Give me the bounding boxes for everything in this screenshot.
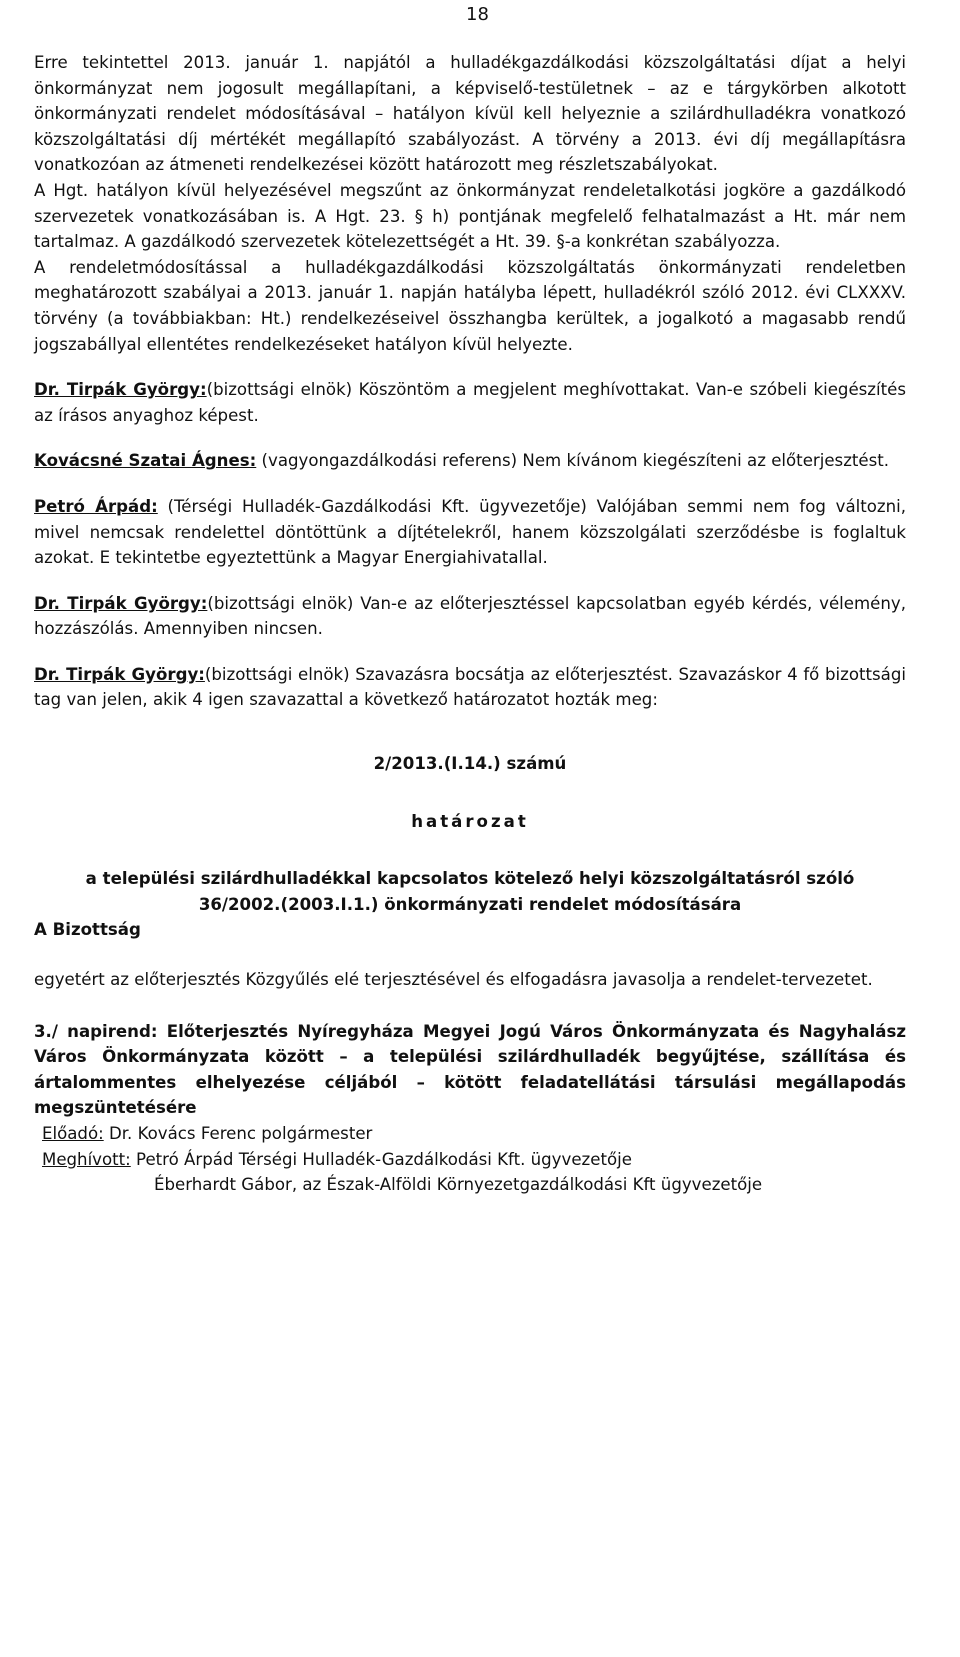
speech-text: (bizottsági elnök) Köszöntöm a megjelent meghívottakat. Van-e szóbeli kiegészítés az írásos anyaghoz képest.	[34, 380, 906, 425]
resolution-word: határozat	[411, 811, 529, 831]
agenda-presenter	[42, 1121, 906, 1147]
speech	[34, 494, 906, 571]
agenda-invited	[42, 1147, 906, 1173]
page-number: 18	[466, 4, 489, 25]
presenter-label: Előadó:	[42, 1124, 104, 1143]
speech-text: (bizottsági elnök) Szavazásra bocsátja az előterjesztést. Szavazáskor 4 fő bizottsági tag van jelen, akik 4 igen szavazattal a következő határozatot hozták meg:	[34, 664, 906, 710]
speech	[34, 591, 906, 642]
speaker-name: Kovácsné Szatai Ágnes:	[34, 451, 257, 471]
paragraph: A rendeletmódosítással a hulladékgazdálkodási közszolgáltatás önkormányzati rendeletben meghatározott szabályai a 2013. január 1. napján hatályba lépett, hulladékról szóló 2012. évi CLXXXV. törvény (a továbbiakban: Ht.) rendelkezéseivel összhangba kerültek, a jogalkotó a magasabb rendű jogszabállyal ellentétes rendelkezéseket hatályon kívül helyezte.	[34, 257, 906, 354]
resolution-body: egyetért az előterjesztés Közgyűlés elé terjesztésével és elfogadásra javasolja a rendelet-tervezetet.	[34, 970, 873, 990]
paragraph: A Hgt. hatályon kívül helyezésével megszűnt az önkormányzat rendeletalkotási jogköre a gazdálkodó szervezetek vonatkozásában is. A Hgt. 23. § h) pontjának megfelelő felhatalmazást a Ht. már nem tartalmaz. A gazdálkodó szervezetek kötelezettségét a Ht. 39. §-a konkrétan szabályozza.	[34, 180, 906, 252]
speech-text: (Térségi Hulladék-Gazdálkodási Kft. ügyvezetője) Valójában semmi nem fog változni, mivel nemcsak rendelettel döntöttünk a díjtételekről, hanem közszolgálati szerződésbe is foglaltuk azokat. E tekintetbe egyeztettünk a Magyar Energiahivatallal.	[34, 496, 906, 568]
document-body	[34, 50, 906, 1198]
invited-name: Petró Árpád Térségi Hulladék-Gazdálkodási Kft. ügyvezetője	[130, 1149, 632, 1169]
agenda-invited-second: Éberhardt Gábor, az Észak-Alföldi Környezetgazdálkodási Kft ügyvezetője	[154, 1175, 763, 1195]
resolution-subject: a települési szilárdhulladékkal kapcsolatos kötelező helyi közszolgáltatásról szóló	[85, 869, 855, 889]
agenda-title: Előterjesztés Nyíregyháza Megyei Jogú Város Önkormányzata és Nagyhalász Város Önkormányzata között – a települési szilárdhulladék begyűjtése, szállítása és ártalommentes elhelyezése céljából – kötött feladatellátási társulási megállapodás megszüntetésére	[34, 1021, 906, 1118]
speech	[34, 448, 906, 474]
speaker-name: Dr. Tirpák György:	[34, 593, 208, 613]
resolution-subject: 36/2002.(2003.I.1.) önkormányzati rendelet módosítására	[198, 894, 742, 914]
resolution-number: 2/2013.(I.14.) számú	[373, 754, 567, 774]
speaker-name: Dr. Tirpák György:	[34, 380, 207, 400]
resolution-committee: A Bizottság	[34, 920, 141, 940]
speech	[34, 377, 906, 428]
presenter-name: Dr. Kovács Ferenc polgármester	[103, 1124, 373, 1143]
speaker-name: Dr. Tirpák György:	[34, 664, 205, 684]
speech-text: (bizottsági elnök) Van-e az előterjesztéssel kapcsolatban egyéb kérdés, vélemény, hozzászólás. Amennyiben nincsen.	[34, 593, 906, 639]
speaker-name: Petró Árpád:	[34, 496, 158, 516]
speech	[34, 662, 906, 713]
speech-text: (vagyongazdálkodási referens) Nem kívánom kiegészíteni az előterjesztést.	[256, 451, 890, 471]
paragraph: Erre tekintettel 2013. január 1. napjától a hulladékgazdálkodási közszolgáltatási díjat a helyi önkormányzat nem jogosult megállapítani, a képviselő-testületnek – az e tárgykörben alkotott önkormányzati rendelet módosításával – hatályon kívül kell helyeznie a szilárdhulladékra vonatkozó közszolgáltatási díj mértékét megállapító szabályozást. A törvény a 2013. évi díj megállapításra vonatkozóan az átmeneti rendelkezései között határozott meg részletszabályokat.	[34, 53, 906, 175]
agenda-item	[34, 1019, 906, 1121]
invited-label: Meghívott:	[42, 1149, 131, 1169]
agenda-prefix: 3./ napirend:	[34, 1021, 167, 1041]
